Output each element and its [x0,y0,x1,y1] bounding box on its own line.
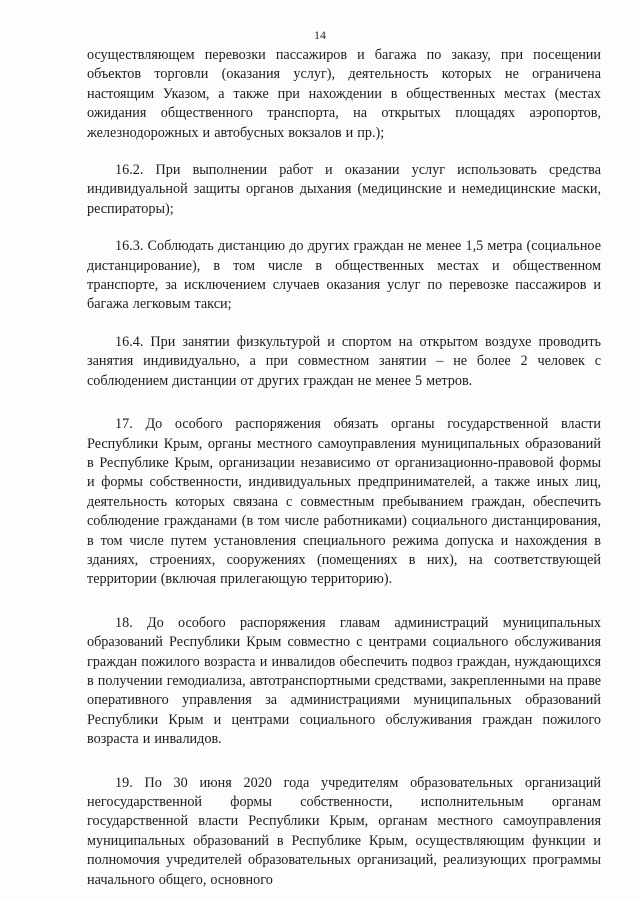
page-number: 14 [314,28,326,42]
paragraph-16-4: 16.4. При занятии физкультурой и спортом на открытом воздухе проводить занятия индивидуально, а при совместном занятии – не более 2 человек с соблюдением дистанции от других граждан не менее 5 метров. [87,333,601,389]
document-body [87,46,601,890]
paragraph-19: 19. По 30 июня 2020 года учредителям образовательных организаций негосударственной формы собственности, исполнительным органам государственной власти Республики Крым, органам местного самоуправления муниципальных образований в Республике Крым, осуществляющим функции и полномочия учредителей образовательных организаций, реализующих программы начального общего, основного [87,774,601,888]
paragraph-continuation: осуществляющем перевозки пассажиров и багажа по заказу, при посещении объектов торговли (оказания услуг), деятельность которых не ограничена настоящим Указом, а также при нахождении в общественных местах (местах ожидания общественного транспорта, на открытых площадях аэропортов, железнодорожных и автобусных вокзалов и пр.); [87,47,601,141]
paragraph-16-2: 16.2. При выполнении работ и оказании услуг использовать средства индивидуальной защиты органов дыхания (медицинские и немедицинские маски, респираторы); [87,162,601,217]
paragraph-18: 18. До особого распоряжения главам администраций муниципальных образований Республики Крым совместно с центрами социального обслуживания граждан пожилого возраста и инвалидов обеспечить подвоз граждан, нуждающихся в получении гемодиализа, автотранспортными средствами, закрепленными на праве оперативного управления за администрациями муниципальных образований Республики Крым и центрами социального обслуживания граждан пожилого возраста и инвалидов. [87,614,601,748]
paragraph-17: 17. До особого распоряжения обязать органы государственной власти Республики Крым, органы местного самоуправления муниципальных образований в Республике Крым, организации независимо от организационно-правовой формы и формы собственности, индивидуальных предпринимателей, а также иных лиц, деятельность которых связана с совместным пребыванием граждан, обеспечить соблюдение гражданами (в том числе работниками) социального дистанцирования, в том числе путем установления специального режима допуска и нахождения в зданиях, строениях, сооружениях (помещениях в них), на соответствующей территории (включая прилегающую территорию). [87,416,601,588]
paragraph-16-3: 16.3. Соблюдать дистанцию до других граждан не менее 1,5 метра (социальное дистанцирование), в том числе в общественных местах и общественном транспорте, за исключением случаев оказания услуг по перевозке пассажиров и багажа легковым такси; [87,238,601,313]
